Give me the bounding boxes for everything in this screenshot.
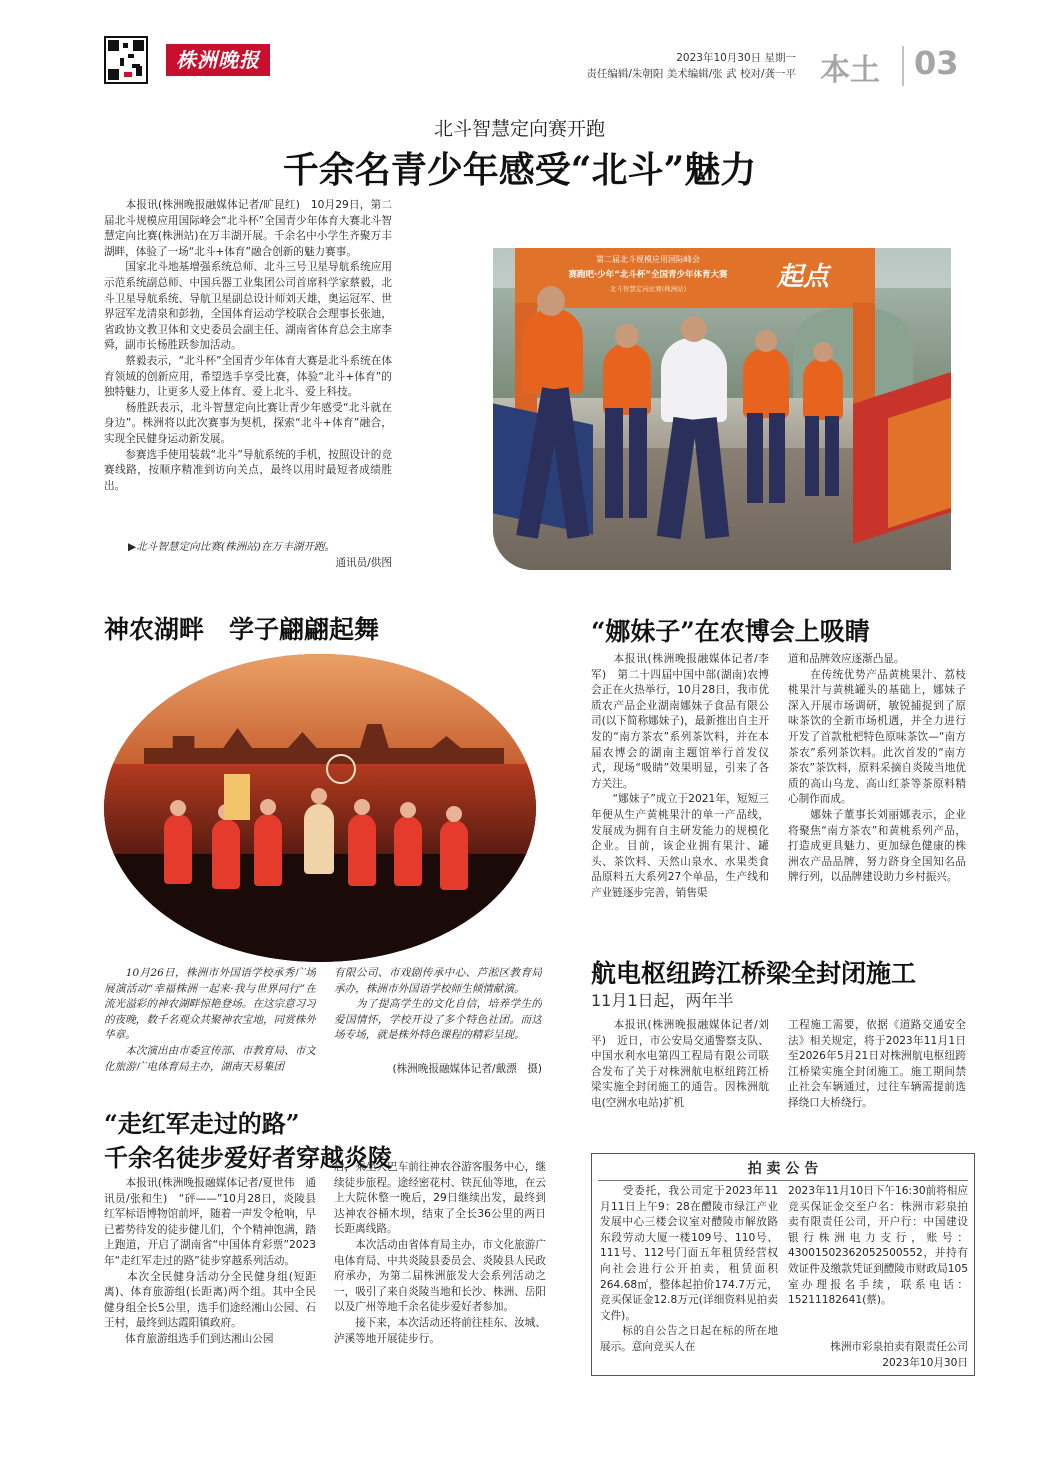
beidou-headline: 千余名青少年感受“北斗”魅力 <box>282 149 757 191</box>
newspaper-logo: 株洲晚报 <box>166 44 270 76</box>
shennong-caption-left: 10月26日，株洲市外国语学校承秀广场展演活动“幸福株洲一起来·我与世界同行”在流光溢彩的神农湖畔惊艳登场。在这宗意习习的夜晚，数千名观众共聚神农宝地，同赏株外华章。 本次演出由市委宣传部、市教育局、市文化旅游广电体育局主办，湖南天易集团 <box>104 967 316 1073</box>
auction-notice-title: 拍 卖 公 告 <box>747 1161 819 1177</box>
shennong-dance-photo <box>104 654 536 962</box>
beidou-body: 本报讯(株洲晚报融媒体记者/旷昆红) 10月29日，第二届北斗规模应用国际峰会“北斗杯”全国青少年体育大赛北斗智慧定向比赛(株洲站)在万丰湖开展。千余名中小学生齐聚万丰湖畔，体验了一场“北斗+体育”融合创新的魅力赛事。 国家北斗地基增强系统总师、北斗三号卫星导航系统应用示范系统副总师、中国兵器工业集团公司首席科学家蔡毅，北斗卫星导航系统、导航卫星副总设计师刘天雄，奥运冠军、世界冠军龙清泉和彭勃，全国体育运动学校联合会理事长张迪，省政协文教卫体和文史委员会副主任、湖南省体育总会主席李舜，副市长杨胜跃参加活动。 蔡毅表示，“北斗杯”全国青少年体育大赛是北斗系统在体育领域的创新应用，希望选手享受比赛，体验“北斗+体育”的独特魅力，让更多人爱上体育、爱上北斗、爱上科技。 杨胜跃表示，北斗智慧定向比赛让青少年感受“北斗就在身边”。株洲将以此次赛事为契机，探索“北斗+体育”融合，实现全民健身运动新发展。 参赛选手使用装载“北斗”导航系统的手机，按照设计的竞赛线路，按顺序精准到访向关点，最终以用时最短者成绩胜出。 <box>104 199 392 492</box>
bridge-subhead: 11月1日起，两年半 <box>591 991 734 1010</box>
bridge-headline: 航电枢纽跨江桥梁全封闭施工 <box>591 959 917 988</box>
header-divider <box>902 46 904 86</box>
bridge-body-col1: 本报讯(株洲晚报融媒体记者/刘平) 近日，市公安局交通警察支队、中国水利水电第四工程局有限公司联合发布了关于对株洲航电枢纽跨江桥梁实施全封闭施工的通告。因株洲航电(空洲水电站)扩机 <box>591 1019 769 1109</box>
auction-notice-date: 2023年10月30日 <box>882 1357 968 1369</box>
nameizi-body-col1: 本报讯(株洲晚报融媒体记者/李军) 第二十四届中国中部(湖南)农博会正在火热举行，10月28日，我市优质农产品企业湖南娜妹子食品有限公司(以下简称娜妹子)，最新推出自主开发的“南方茶农”系列茶饮料，并在本届农博会的湖南主题馆举行首发仪式，现场“吸睛”效果明显，引来了各方关注。 “娜妹子”成立于2021年，短短三年便从生产黄桃果汁的单一产品线，发展成为拥有自主研发能力的规模化企业。目前，该企业拥有果汁、罐头、茶饮料、天然山泉水、水果类食品原料五大系列27个单品，生产线和产业链逐步完善，销售渠 <box>591 653 769 899</box>
hongjun-headline-line2: 千余名徒步爱好者穿越炎陵 <box>104 1143 392 1172</box>
notice-title-rule <box>598 1180 968 1181</box>
shennong-caption-right: 有限公司、市戏剧传承中心、芦淞区教育局承办，株洲市外国语学校师生倾情献演。 为了提高学生的文化自信，培养学生的爱国情怀，学校开设了多个特色社团。而这场专场，就是株外特色课程的精彩呈现。 <box>334 967 542 1042</box>
bridge-body-col2: 工程施工需要，依据《道路交通安全法》相关规定，将于2023年11月1日至2026年5月21日对株洲航电枢纽跨江桥梁实施全封闭施工。施工期间禁止社会车辆通过，过往车辆需提前选择绕口大桥绕行。 <box>788 1019 966 1109</box>
auction-notice-company: 株洲市彩泉拍卖有限责任公司 <box>830 1341 968 1353</box>
issue-date: 2023年10月30日 星期一 <box>676 52 796 64</box>
arch-banner-line2: 赛跑吧·少年“北斗杯”全国青少年体育大赛 <box>568 270 728 280</box>
arch-banner-line3: 北斗智慧定向比赛(株洲站) <box>609 285 687 293</box>
beidou-race-photo <box>493 248 951 570</box>
arch-banner-start: 起点 <box>776 262 829 292</box>
beidou-photo-credit: 通讯员/供图 <box>335 557 392 569</box>
auction-notice-col2: 2023年11月10日下午16:30前将相应竞买保证金交至户名：株洲市彩泉拍卖有限责任公司，开户行：中国建设银行株洲电力支行，账号：43001502362052500552，并持有效证件及缴款凭证到醴陵市财政局105室办理报名手续，联系电话：15211182641(蔡)。 <box>788 1185 968 1307</box>
nameizi-body-col2: 道和品牌效应逐渐凸显。 在传统优势产品黄桃果汁、荔枝桃果汁与黄桃罐头的基础上，娜妹子深入开展市场调研，敏锐捕捉到了原味茶饮的全新市场机遇，并全力进行开发了首款枇杷特色原味茶饮—“南方茶农”系列茶饮料。此次首发的“南方茶农”茶饮料，原料采摘自炎陵当地优质的高山乌龙、高山红茶等茶原料精心制作而成。 娜妹子董事长刘丽娜表示，企业将聚焦“南方茶农”和黄桃系列产品，打造成更具魅力、更加绿色健康的株洲农产品品牌，努力跻身全国知名品牌行列，以品牌建设助力乡村振兴。 <box>788 653 966 884</box>
beidou-photo-caption: ▶北斗智慧定向比赛(株洲站)在万丰湖开跑。 <box>128 541 336 553</box>
shennong-photo-credit: (株洲晚报融媒体记者/戴漂 摄) <box>392 1063 542 1075</box>
section-name: 本土 <box>820 53 880 88</box>
editor-credits: 责任编辑/朱朝阳 美术编辑/张 武 校对/龚一平 <box>586 68 796 80</box>
page-number: 03 <box>914 44 959 82</box>
hongjun-body-col2: 后，乘坐大巴车前往神农谷游客服务中心，继续徒步旅程。途经密花村、铁瓦仙等地，在云上大院休整一晚后，29日继续出发，最终到达神农谷桶木坝，结束了全长36公里的两日长距离线路。 本次活动由省体育局主办，市文化旅游广电体育局、中共炎陵县委员会、炎陵县人民政府承办，为第二届株洲旅发大会系列活动之一，吸引了来自炎陵当地和长沙、株洲、岳阳以及广州等地千余名徒步爱好者参加。 接下来，本次活动还将前往桂东、汝城、泸溪等地开展徒步行。 <box>334 1161 546 1345</box>
qr-code <box>104 36 148 84</box>
beidou-kicker: 北斗智慧定向赛开跑 <box>433 118 605 140</box>
arch-banner-line1: 第二届北斗规模应用国际峰会 <box>596 255 700 264</box>
shennong-headline: 神农湖畔 学子翩翩起舞 <box>104 615 380 644</box>
nameizi-headline: “娜妹子”在农博会上吸睛 <box>591 617 870 646</box>
auction-notice-box <box>591 1153 975 1376</box>
hongjun-headline-line1: “走红军走过的路” <box>104 1109 300 1138</box>
hongjun-body-col1: 本报讯(株洲晚报融媒体记者/夏世伟 通讯员/张和生) “砰——”10月28日，炎陵县红军标语博物馆前坪，随着一声发令枪响，早已蓄势待发的徒步健儿们，个个精神饱满，踏上跑道，开启了湖南省“中国体育彩票”2023年“走红军走过的路”徒步穿越系列活动。 本次全民健身活动分全民健身组(短距离)、体育旅游组(长距离)两个组。其中全民健身组全长5公里，选手们途经湘山公园、石王村，最终到达霞阳镇政府。 体育旅游组选手们到达湘山公园 <box>104 1177 316 1345</box>
auction-notice-col1: 受委托，我公司定于2023年11月11日上午9：28在醴陵市绿江产业发展中心三楼会议室对醴陵市解放路东段劳动大厦一楼109号、110号、111号、112号门面五年租赁经营权向社会进行公开拍卖，租赁面积264.68㎡，整体起拍价174.7万元，竞买保证金12.8万元(详细资料见拍卖文件)。 标的自公告之日起在标的所在地展示。意向竞买人在 <box>600 1185 778 1353</box>
